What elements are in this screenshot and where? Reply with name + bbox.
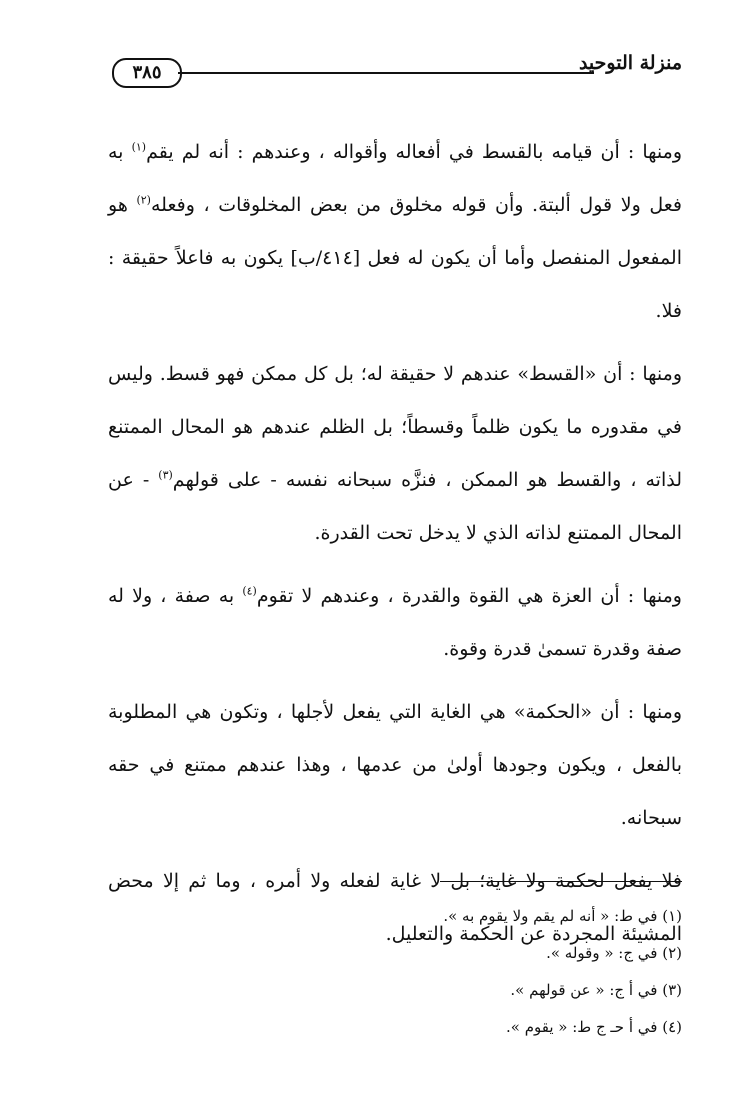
footnote-ref: (٤) bbox=[242, 584, 257, 598]
page-number: ٣٨٥ bbox=[112, 58, 182, 88]
paragraph bbox=[108, 570, 682, 676]
paragraph-text: فلا يفعل لحكمة ولا غاية؛ بل لا غاية لفعله ولا أمره ، وما ثم إلا محض المشيئة المجردة عن الحكمة والتعليل. bbox=[108, 870, 682, 945]
footnote-ref: (٣) bbox=[158, 468, 173, 482]
footnote-ref: (١) bbox=[131, 140, 147, 154]
footnote-separator bbox=[440, 881, 682, 882]
paragraph-text: - عن المحال الممتنع لذاته الذي لا يدخل تحت القدرة. bbox=[108, 469, 682, 544]
body-text bbox=[108, 126, 682, 961]
paragraph-text: ومنها : أن قيامه بالقسط في أفعاله وأقواله ، وعندهم : أنه لم يقم bbox=[146, 141, 682, 163]
paragraph-text: ومنها : أن «القسط» عندهم لا حقيقة له؛ بل كل ممكن فهو قسط. وليس في مقدوره ما يكون ظلماً وقسطاً؛ بل الظلم عندهم هو المحال الممتنع لذاته ، والقسط هو الممكن ، فنزَّه سبحانه نفسه - على قولهم bbox=[108, 363, 682, 491]
page-header bbox=[108, 48, 682, 84]
paragraph bbox=[108, 126, 682, 338]
footnote: (٢) في ج: « وقوله ». bbox=[546, 944, 682, 962]
footnote: (٤) في أ حـ ج ط: « يقوم ». bbox=[506, 1018, 682, 1036]
footnote-ref: (٢) bbox=[136, 193, 151, 207]
footnotes bbox=[108, 898, 682, 1046]
paragraph-text: ومنها : أن العزة هي القوة والقدرة ، وعندهم لا تقوم bbox=[256, 585, 682, 607]
header-rule bbox=[178, 72, 594, 74]
paragraph bbox=[108, 686, 682, 845]
paragraph-text: به صفة ، ولا له صفة وقدرة تسمىٰ قدرة وقوة. bbox=[108, 585, 682, 660]
running-title: منزلة التوحيد bbox=[578, 52, 682, 74]
paragraph-text: به فعل ولا قول ألبتة. وأن قوله مخلوق من بعض المخلوقات ، وفعله bbox=[108, 141, 683, 216]
footnote: (١) في ط: « أنه لم يقم ولا يقوم به ». bbox=[443, 907, 682, 925]
paragraph bbox=[108, 348, 682, 560]
paragraph-text: هو المفعول المنفصل وأما أن يكون له فعل [٤١٤/ب] يكون به فاعلاً حقيقة : فلا. bbox=[108, 194, 682, 322]
paragraph-text: ومنها : أن «الحكمة» هي الغاية التي يفعل لأجلها ، وتكون هي المطلوبة بالفعل ، ويكون وجودها أولىٰ من عدمها ، وهذا عندهم ممتنع في حقه سبحانه. bbox=[108, 701, 682, 829]
footnote: (٣) في أ ج: « عن قولهم ». bbox=[510, 981, 682, 999]
